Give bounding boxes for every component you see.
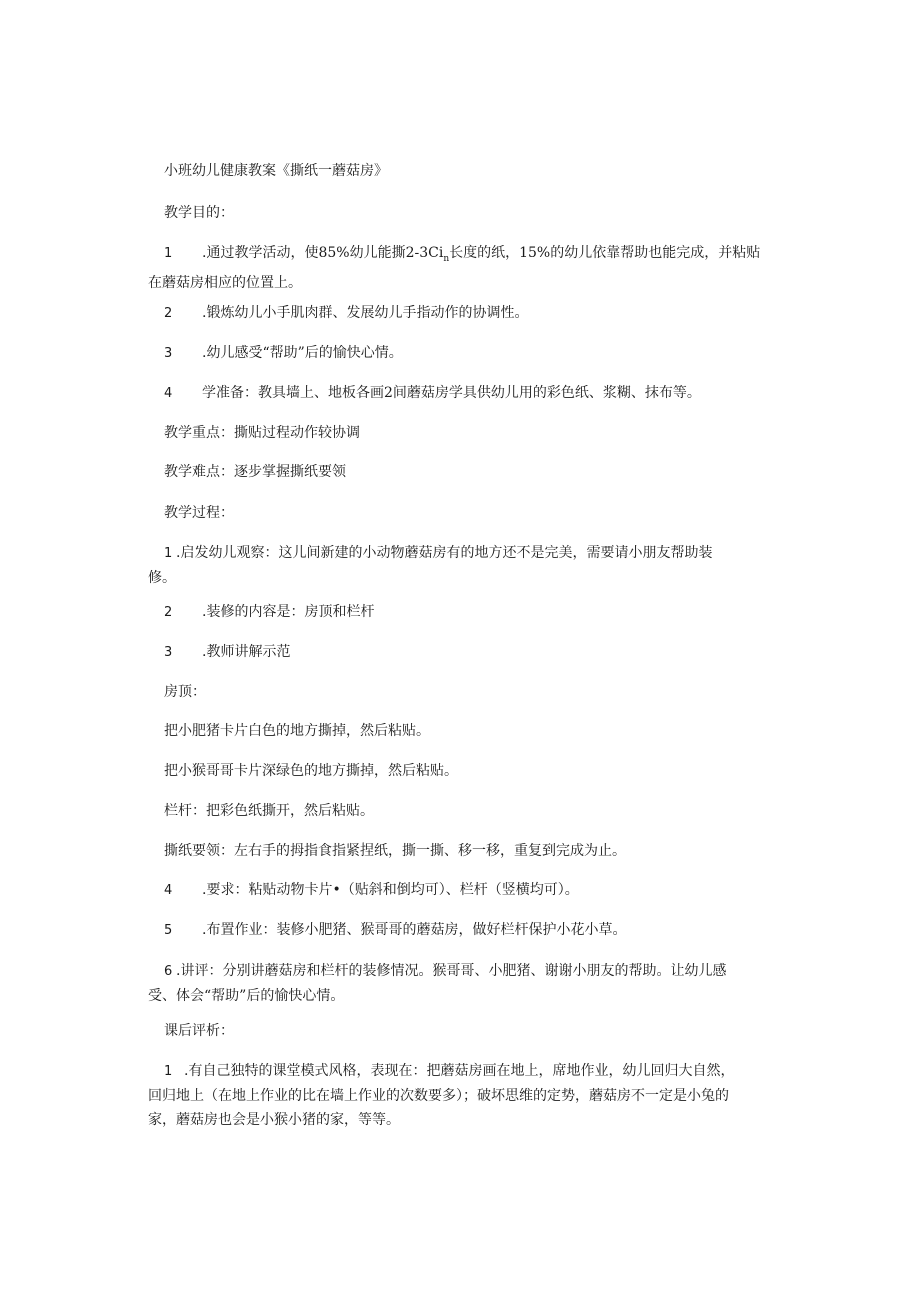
process-heading: 教学过程：	[164, 505, 234, 521]
process-text: .装修的内容是：房顶和栏杆	[202, 604, 375, 620]
process-item-3	[164, 642, 290, 663]
process-text-rest: 修。	[148, 570, 176, 586]
review-text-line-3: 家，蘑菇房也会是小猴小猪的家，等等。	[148, 1112, 400, 1128]
review-text-line-1: .有自己独特的课堂模式风格，表现在：把蘑菇房画在地上，席地作业，幼儿回归大自然，	[184, 1063, 735, 1079]
tear-line: 撕纸要领：左右手的拇指食指紧捏纸，撕一撕、移一移，重复到完成为止。	[164, 843, 626, 859]
goal-text-rest: 在蘑菇房相应的位置上。	[148, 274, 302, 291]
goal-text: .幼儿感受“帮助”后的愉快心情。	[202, 345, 403, 361]
goal-number: 2	[164, 306, 173, 321]
goal-item-2	[164, 303, 528, 324]
rail-line: 栏杆：把彩色纸撕开，然后粘贴。	[164, 803, 374, 819]
process-text-rest: 受、体会“帮助”后的愉快心情。	[148, 988, 345, 1004]
process-item-6	[148, 959, 790, 1008]
key-point: 教学重点：撕贴过程动作较协调	[164, 425, 360, 441]
document-title: 小班幼儿健康教案《撕纸一蘑菇房》	[164, 163, 388, 179]
goal-item-4	[164, 383, 701, 404]
process-number: 3	[164, 645, 173, 660]
process-number: 1	[164, 546, 173, 561]
goal-number: 1	[164, 246, 173, 261]
process-text: .教师讲解示范	[202, 644, 291, 660]
process-item-4	[164, 880, 579, 901]
goal-number: 3	[164, 346, 173, 361]
process-number: 2	[164, 605, 173, 620]
goals-heading: 教学目的：	[164, 205, 234, 221]
goal-item-3	[164, 343, 403, 364]
goal-text-subscript: n	[443, 253, 450, 264]
process-number: 6	[164, 964, 173, 979]
roof-line-1: 把小肥猪卡片白色的地方撕掉，然后粘贴。	[164, 723, 430, 739]
review-item-1	[148, 1059, 790, 1132]
goal-number: 4	[164, 386, 173, 401]
process-number: 4	[164, 883, 173, 898]
goal-text: 学准备：教具墙上、地板各画2间蘑菇房学具供幼儿用的彩色纸、浆糊、抹布等。	[202, 385, 701, 401]
goal-text-continued: 长度的纸，15%的幼儿依靠帮助也能完成，并粘贴	[449, 245, 761, 261]
process-text: .布置作业：装修小肥猪、猴哥哥的蘑菇房，做好栏杆保护小花小草。	[202, 922, 627, 938]
process-item-5	[164, 920, 626, 941]
goal-item-1	[148, 241, 790, 295]
process-text: .启发幼儿观察：这儿间新建的小动物蘑菇房有的地方还不是完美，需要请小朋友帮助装	[176, 545, 713, 561]
process-item-2	[164, 602, 374, 623]
roof-heading: 房顶：	[164, 684, 206, 700]
process-number: 5	[164, 923, 173, 938]
goal-text: .锻炼幼儿小手肌肉群、发展幼儿手指动作的协调性。	[202, 305, 529, 321]
process-item-1	[148, 541, 790, 590]
review-text-line-2: 回归地上（在地上作业的比在墙上作业的次数要多）；破坏思维的定势，蘑菇房不一定是小兔的	[148, 1088, 729, 1104]
difficulty: 教学难点：逐步掌握撕纸要领	[164, 464, 346, 480]
review-heading: 课后评析：	[164, 1023, 234, 1039]
goal-text: .通过教学活动，使85%幼儿能撕2-3Ci	[202, 245, 444, 261]
process-text: .要求：粘贴动物卡片•（贴斜和倒均可）、栏杆（竖横均可）。	[202, 882, 579, 898]
process-text: .讲评：分别讲蘑菇房和栏杆的装修情况。猴哥哥、小肥猪、谢谢小朋友的帮助。让幼儿感	[176, 963, 727, 979]
review-number: 1	[164, 1064, 173, 1079]
roof-line-2: 把小猴哥哥卡片深绿色的地方撕掉，然后粘贴。	[164, 763, 458, 779]
